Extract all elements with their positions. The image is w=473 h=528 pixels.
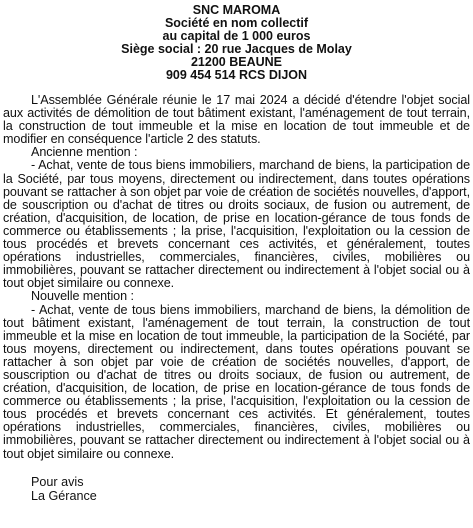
old-mention-label: Ancienne mention : bbox=[31, 145, 138, 160]
company-capital: au capital de 1 000 euros bbox=[162, 29, 311, 43]
registration-number: 909 454 514 RCS DIJON bbox=[165, 68, 308, 82]
notice-header bbox=[3, 4, 470, 82]
postal-city: 21200 BEAUNE bbox=[190, 55, 282, 69]
notice-body bbox=[3, 94, 470, 461]
signature-block bbox=[3, 475, 470, 503]
signature-line-1: Pour avis bbox=[31, 474, 84, 489]
new-mention-label: Nouvelle mention : bbox=[31, 289, 134, 304]
intro-paragraph: L'Assemblée Générale réunie le 17 mai 2024 a décidé d'étendre l'objet social aux activités de démolition de tout bâtiment existant, l'aménagement de tout terrain, la construction de tout immeuble et la mise en location de tout immeuble et de modifier en conséquence l'article 2 des statuts. bbox=[3, 93, 470, 147]
new-mention-text: - Achat, vente de tous biens immobiliers, marchand de biens, la démolition de tout bâtiment existant, l'aménagement de tout terrain, la construction de tout immeuble et la mise en location de tout immeuble, la participation de la Société, par tous moyens, directement ou indirectement, dans toutes opérations pouvant se rattacher à son objet par voie de création de sociétés nouvelles, d'apport, de souscription ou d'achat de titres ou droits sociaux, de fusion ou autrement, de création, d'acquisition, de location, de prise en location-gérance de tous fonds de commerce ou établissements ; la prise, l'acquisition, l'exploitation ou la cession de tous procédés et brevets concernant ces activités. Et généralement, toutes opérations industrielles, commerciales, financières, civiles, mobilières ou immobilières, pouvant se rattacher directement ou indirectement à l'objet social ou à tout objet similaire ou connexe. bbox=[3, 302, 470, 461]
company-form: Société en nom collectif bbox=[164, 16, 309, 30]
company-name: SNC MAROMA bbox=[192, 3, 281, 17]
signature-line-2: La Gérance bbox=[31, 488, 97, 503]
old-mention-text: - Achat, vente de tous biens immobiliers, marchand de biens, la participation de la Société, par tous moyens, directement ou indirectement, dans toutes opérations pouvant se rattacher à son objet par voie de création de sociétés nouvelles, d'apport, de souscription ou d'achat de titres ou droits sociaux, de fusion ou autrement, de création, d'acquisition, de location, de prise en location-gérance de tous fonds de commerce ou établissements ; la prise, l'acquisition, l'exploitation ou la cession de tous procédés et brevets concernant ces activités, et généralement, toutes opérations industrielles, commerciales, financières, civiles, mobilières ou immobilières, pouvant se rattacher directement ou indirectement à l'objet social ou à tout objet similaire ou connexe. bbox=[3, 158, 470, 291]
registered-office: Siège social : 20 rue Jacques de Molay bbox=[121, 42, 352, 56]
